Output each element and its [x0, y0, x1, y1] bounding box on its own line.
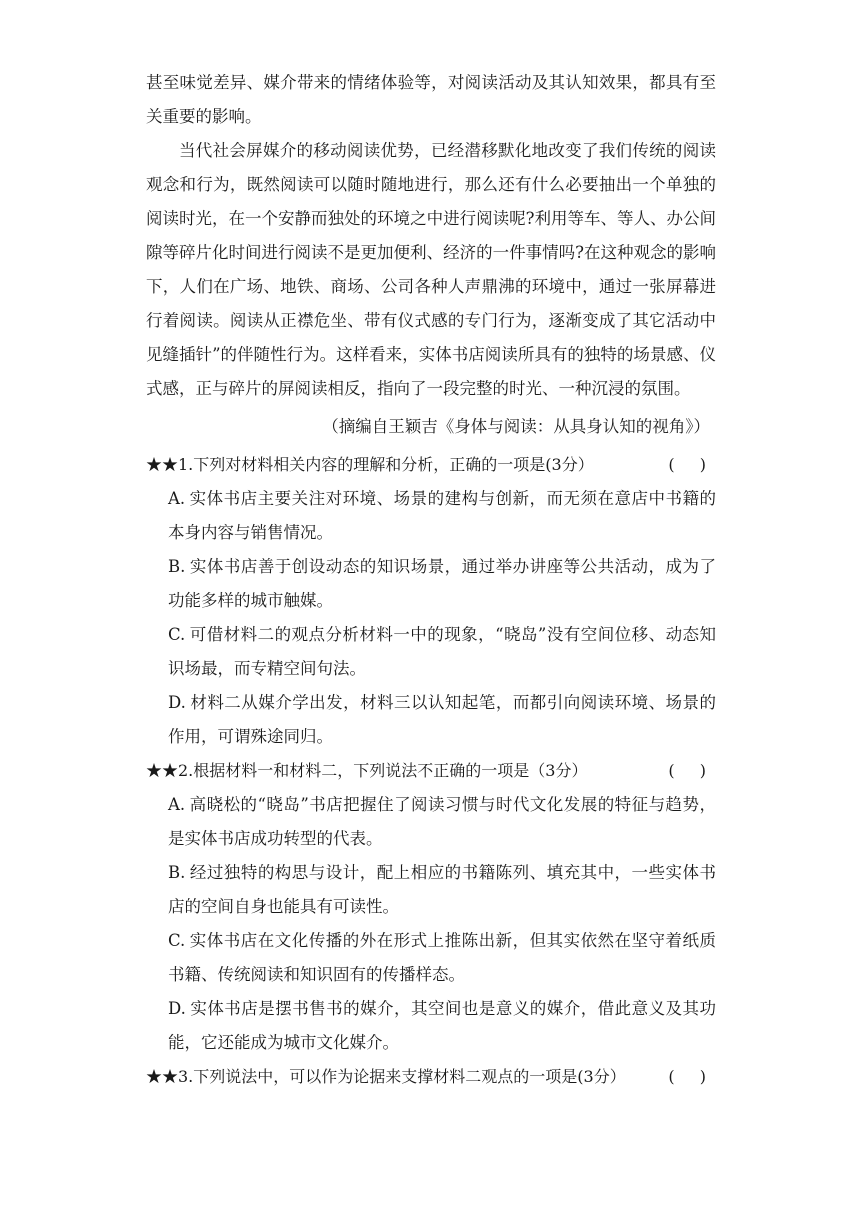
option-text: 经过独特的构思与设计，配上相应的书籍陈列、填充其中，一些实体书店的空间自身也能具有可读性。 [168, 863, 716, 916]
option-label: D. [168, 999, 186, 1018]
question-2 [146, 754, 716, 1060]
question-1-option-a[interactable] [168, 482, 716, 550]
passage-source: （摘编自王颖吉《身体与阅读：从具身认知的视角》） [322, 417, 710, 436]
option-label: A. [168, 489, 186, 508]
question-3-answer-slot[interactable]: ( ) [668, 1067, 716, 1086]
question-1-answer-slot[interactable]: ( ) [668, 455, 716, 474]
document-page [146, 66, 716, 1094]
option-label: B. [168, 863, 186, 882]
option-text: 高晓松的“晓岛”书店把握住了阅读习惯与时代文化发展的特征与趋势，是实体书店成功转型的代表。 [168, 795, 716, 848]
passage-paragraph-1: 甚至味觉差异、媒介带来的情绪体验等，对阅读活动及其认知效果，都具有至关重要的影响。 [146, 73, 716, 126]
question-2-text: ★★2.根据材料一和材料二，下列说法不正确的一项是（3分） [146, 761, 588, 780]
question-1-option-b[interactable] [168, 550, 716, 618]
question-2-option-a[interactable] [168, 788, 716, 856]
option-label: C. [168, 625, 186, 644]
question-1-option-d[interactable] [168, 686, 716, 754]
question-1-stem [146, 448, 716, 482]
question-3-stem [146, 1060, 716, 1094]
option-text: 材料二从媒介学出发，材料三以认知起笔，而都引向阅读环境、场景的作用，可谓殊途同归。 [168, 693, 716, 746]
question-1 [146, 448, 716, 754]
passage-paragraph-2: 当代社会屏媒介的移动阅读优势，已经潜移默化地改变了我们传统的阅读观念和行为，既然阅读可以随时随地进行，那么还有什么必要抽出一个单独的阅读时光，在一个安静而独处的环境之中进行阅读呢?利用等车、等人、办公间隙等碎片化时间进行阅读不是更加便利、经济的一件事情吗?在这种观念的影响下，人们在广场、地铁、商场、公司各种人声鼎沸的环境中，通过一张屏幕进行着阅读。阅读从正襟危坐、带有仪式感的专门行为，逐渐变成了其它活动中见缝插针”的伴随性行为。这样看来，实体书店阅读所具有的独特的场景感、仪式感，正与碎片的屏阅读相反，指向了一段完整的时光、一种沉浸的氛围。 [146, 141, 716, 398]
question-2-stem [146, 754, 716, 788]
question-3-text: ★★3.下列说法中，可以作为论据来支撑材料二观点的一项是(3分） [146, 1067, 626, 1086]
option-text: 可借材料二的观点分析材料一中的现象，“晓岛”没有空间位移、动态知识场最，而专精空间句法。 [168, 625, 716, 678]
option-label: B. [168, 557, 186, 576]
question-1-option-c[interactable] [168, 618, 716, 686]
question-3 [146, 1060, 716, 1094]
question-2-answer-slot[interactable]: ( ) [668, 761, 716, 780]
option-label: A. [168, 795, 186, 814]
option-text: 实体书店是摆书售书的媒介，其空间也是意义的媒介，借此意义及其功能，它还能成为城市文化媒介。 [168, 999, 716, 1052]
option-text: 实体书店在文化传播的外在形式上推陈出新，但其实依然在坚守着纸质书籍、传统阅读和知识固有的传播样态。 [168, 931, 716, 984]
option-text: 实体书店主要关注对环境、场景的建构与创新，而无须在意店中书籍的本身内容与销售情况。 [168, 489, 716, 542]
question-1-text: ★★1.下列对材料相关内容的理解和分析，正确的一项是(3分） [146, 455, 594, 474]
question-2-option-c[interactable] [168, 924, 716, 992]
question-2-option-d[interactable] [168, 992, 716, 1060]
option-label: C. [168, 931, 186, 950]
option-label: D. [168, 693, 186, 712]
question-2-option-b[interactable] [168, 856, 716, 924]
option-text: 实体书店善于创设动态的知识场景，通过举办讲座等公共活动，成为了功能多样的城市触媒。 [168, 557, 716, 610]
